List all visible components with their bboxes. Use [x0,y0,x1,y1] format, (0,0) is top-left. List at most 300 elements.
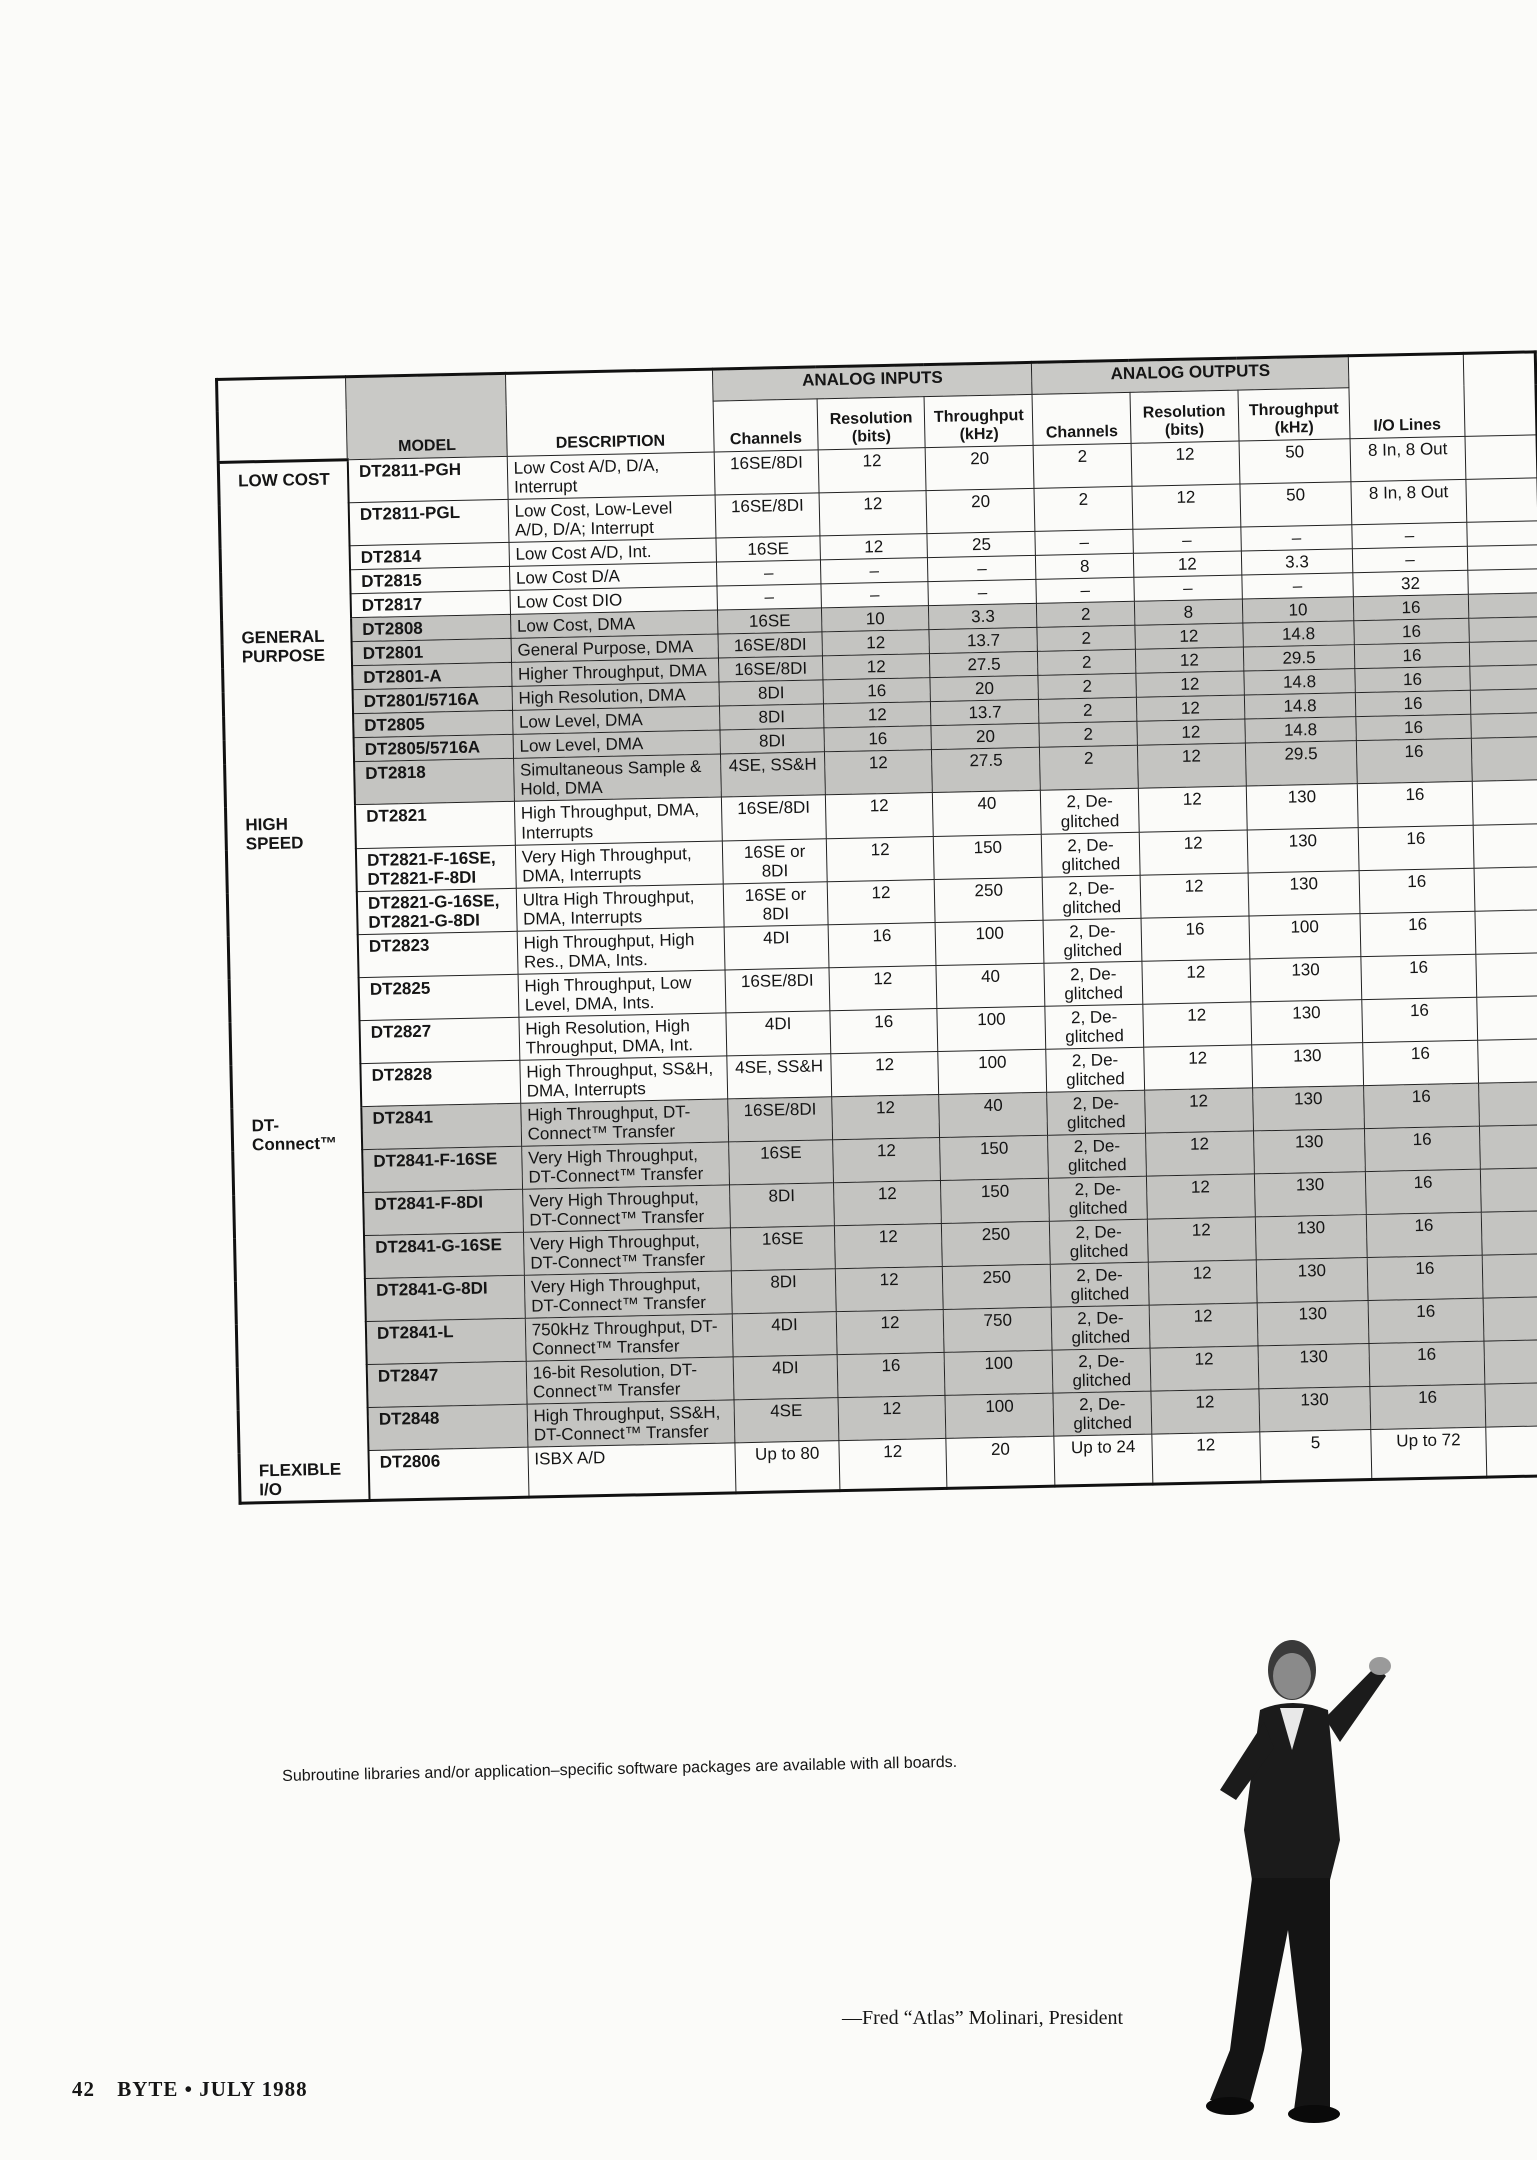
category-label: LOW COST [218,460,351,621]
input-throughput-cell: 150 [934,834,1043,879]
io-lines-cell: 16 [1370,1384,1485,1429]
extra-column-cell [1469,641,1537,667]
output-resolution-cell: 12 [1135,647,1243,673]
output-throughput-cell: 14.8 [1244,693,1356,719]
category-label: DT-Connect™ [232,1107,369,1454]
output-channels-cell: 2 [1037,602,1135,628]
output-resolution-cell: 12 [1144,1045,1253,1090]
input-channels-cell: 4DI [733,1355,837,1400]
output-channels-cell: 2 [1040,746,1139,791]
description-cell: Very High Throughput, DT-Connect™ Transfer [523,1228,731,1275]
output-throughput-header: Throughput (kHz) [1238,388,1351,441]
output-throughput-cell: 100 [1249,913,1362,958]
output-channels-cell: 2 [1034,486,1133,531]
output-resolution-cell: 12 [1131,441,1240,486]
input-resolution-cell: 12 [825,793,934,838]
output-throughput-cell: 29.5 [1243,645,1355,671]
output-resolution-header: Resolution (bits) [1130,390,1239,443]
input-resolution-cell: 12 [833,1181,942,1226]
extra-column-cell [1465,435,1537,480]
io-lines-cell: 16 [1361,954,1476,999]
io-lines-cell: 16 [1354,595,1469,621]
input-resolution-cell: 12 [820,534,928,560]
input-throughput-cell: 40 [933,791,1042,836]
model-cell: DT2806 [368,1448,528,1501]
input-throughput-cell: 13.7 [931,700,1039,726]
input-channels-cell: 4DI [732,1312,836,1357]
model-cell: DT2848 [368,1405,528,1451]
extra-column-cell [1466,521,1537,547]
input-channels-cell: 4SE, SS&H [727,1054,831,1099]
input-channels-cell: 16SE/8DI [722,795,826,840]
input-channels-cell: Up to 80 [735,1441,839,1493]
description-cell: High Throughput, SS&H, DT-Connect™ Transfer [527,1400,735,1447]
description-cell: Low Level, DMA [513,730,721,758]
input-channels-cell: 8DI [719,680,823,706]
model-cell: DT2805/5716A [354,735,514,762]
output-resolution-cell: 12 [1151,1389,1260,1434]
input-resolution-cell: 12 [831,1051,940,1096]
output-throughput-cell: 3.3 [1241,549,1353,575]
output-channels-cell: 2, De-glitched [1049,1176,1148,1221]
output-channels-cell: 2, De-glitched [1048,1133,1147,1178]
description-cell: 16-bit Resolution, DT-Connect™ Transfer [526,1357,734,1404]
model-cell: DT2815 [350,567,510,594]
input-throughput-cell: – [928,556,1036,582]
input-channels-cell: 16SE or 8DI [723,838,827,883]
input-resolution-cell: 12 [819,491,928,536]
output-resolution-cell: 12 [1148,1260,1257,1305]
description-cell: Low Level, DMA [512,706,720,734]
extra-column-cell [1468,617,1537,643]
input-channels-cell: 8DI [720,704,824,730]
input-throughput-cell: 250 [935,877,1044,922]
input-channels-cell: 4SE [734,1398,838,1443]
io-lines-cell: 16 [1364,1083,1479,1128]
input-channels-cell: – [717,584,821,610]
input-resolution-cell: 12 [827,879,936,924]
input-resolution-cell: – [820,558,928,584]
output-channels-cell: 8 [1036,553,1134,579]
model-cell: DT2847 [367,1361,527,1407]
output-resolution-cell: 12 [1150,1346,1259,1391]
input-throughput-cell: 250 [942,1221,1051,1266]
io-lines-cell: 16 [1360,911,1475,956]
description-cell: Low Cost D/A [509,562,717,590]
model-cell: DT2818 [354,759,514,805]
output-channels-cell: 2, De-glitched [1041,789,1140,834]
output-throughput-cell: 50 [1239,482,1352,527]
input-channels-cell: 16SE/8DI [719,656,823,682]
output-resolution-cell: 12 [1132,484,1241,529]
input-resolution-cell: 12 [823,702,931,728]
input-channels-cell: – [717,560,821,586]
model-cell: DT2828 [360,1060,520,1106]
extra-column-cell [1475,952,1537,997]
input-resolution-cell: 16 [837,1353,946,1398]
model-cell: DT2814 [350,543,510,570]
input-channels-cell: 16SE [718,608,822,634]
output-channels-cell: 2 [1037,626,1135,652]
input-resolution-cell: 12 [839,1439,948,1491]
output-throughput-cell: 130 [1252,1086,1365,1131]
input-resolution-cell: 12 [834,1224,943,1269]
description-cell: ISBX A/D [528,1443,737,1497]
category-label: FLEXIBLE I/O [239,1451,369,1503]
output-channels-cell: 2 [1038,674,1136,700]
publication-name: BYTE • JULY 1988 [117,2077,308,2101]
output-resolution-cell: 12 [1137,719,1245,745]
extra-column-cell [1485,1426,1537,1477]
input-resolution-cell: 12 [829,965,938,1010]
model-cell: DT2801/5716A [353,687,513,714]
io-lines-cell: 16 [1354,619,1469,645]
output-channels-cell: 2, De-glitched [1042,875,1141,920]
output-throughput-cell: 130 [1246,784,1359,829]
model-cell: DT2841-G-16SE [364,1232,524,1278]
io-lines-cell: 16 [1356,715,1471,741]
description-cell: Low Cost A/D, D/A, Interrupt [507,452,715,499]
output-resolution-cell: – [1133,527,1241,553]
input-channels-cell: 16SE/8DI [715,493,819,538]
input-channels-cell: 4SE, SS&H [721,752,825,797]
io-lines-header: I/O Lines [1349,353,1465,438]
input-channels-cell: 16SE [729,1140,833,1185]
input-resolution-cell: 10 [821,606,929,632]
output-channels-cell: – [1036,577,1134,603]
output-throughput-cell: 14.8 [1244,717,1356,743]
extra-column-cell [1478,1082,1537,1127]
input-throughput-cell: 27.5 [930,652,1038,678]
model-header: MODEL [346,373,507,459]
extra-column-cell [1468,593,1537,619]
input-resolution-cell: 16 [828,922,937,967]
category-label: HIGH SPEED [226,805,362,1109]
description-cell: Very High Throughput, DT-Connect™ Transfer [521,1142,729,1189]
io-lines-cell: – [1353,546,1468,572]
description-cell: High Throughput, DT-Connect™ Transfer [520,1099,728,1146]
description-cell: High Resolution, High Throughput, DMA, Int. [519,1013,727,1060]
input-throughput-cell: 20 [926,445,1035,490]
input-channels-cell: 8DI [732,1269,836,1314]
input-resolution-cell: 12 [836,1310,945,1355]
input-throughput-cell: – [928,580,1036,606]
input-channels-cell: 16SE/8DI [714,450,818,495]
input-throughput-cell: 100 [938,1049,1047,1094]
president-figure-illustration [1180,1630,1400,2130]
table-body [218,435,1537,1503]
input-throughput-cell: 100 [937,1006,1046,1051]
description-cell: 750kHz Throughput, DT-Connect™ Transfer [525,1314,733,1361]
model-cell: DT2821-G-16SE, DT2821-G-8DI [357,888,517,934]
description-cell: Higher Throughput, DMA [511,658,719,686]
output-channels-cell: 2, De-glitched [1047,1090,1146,1135]
category-label: GENERAL PURPOSE [222,618,355,808]
description-cell: Very High Throughput, DT-Connect™ Transfer [522,1185,730,1232]
input-resolution-cell: 12 [822,630,930,656]
input-resolution-cell: 12 [838,1396,947,1441]
io-lines-cell: 16 [1366,1169,1481,1214]
model-cell: DT2823 [358,931,518,977]
president-quote: —Fred “Atlas” Molinari, President [842,2007,1124,2029]
description-cell: Low Cost DIO [510,586,718,614]
extra-column-cell [1467,545,1537,571]
extra-column-cell [1476,995,1537,1040]
io-lines-cell: 16 [1358,825,1473,870]
input-channels-header: Channels [713,399,818,452]
input-channels-cell: 8DI [730,1183,834,1228]
input-channels-cell: 16SE or 8DI [723,881,827,926]
input-channels-cell: 4DI [726,1011,830,1056]
input-throughput-cell: 100 [945,1394,1054,1439]
output-resolution-cell: 12 [1146,1174,1255,1219]
output-channels-cell: 2, De-glitched [1052,1348,1151,1393]
input-throughput-cell: 20 [930,676,1038,702]
page-footer [72,2077,308,2102]
input-throughput-cell: 3.3 [929,604,1037,630]
output-resolution-cell: 12 [1145,1088,1254,1133]
input-resolution-cell: 12 [824,750,933,795]
io-lines-cell: 16 [1355,643,1470,669]
output-throughput-cell: 50 [1239,439,1352,484]
output-resolution-cell: 12 [1138,786,1247,831]
input-resolution-cell: 12 [822,654,930,680]
output-resolution-cell: 12 [1149,1303,1258,1348]
output-throughput-cell: 130 [1258,1344,1371,1389]
description-cell: High Throughput, High Res., DMA, Ints. [517,927,725,974]
output-throughput-cell: 130 [1257,1301,1370,1346]
extra-column-cell [1479,1125,1537,1170]
io-lines-cell: 8 In, 8 Out [1351,479,1466,524]
output-resolution-cell: 12 [1152,1432,1261,1484]
input-throughput-cell: 20 [931,724,1039,750]
input-resolution-cell: 16 [824,726,932,752]
spec-table-container [215,350,1537,1504]
category-header-blank [217,377,348,463]
model-cell: DT2811-PGH [348,456,508,502]
model-cell: DT2811-PGL [349,499,509,545]
description-cell: High Throughput, Low Level, DMA, Ints. [518,970,726,1017]
output-channels-cell: 2, De-glitched [1043,918,1142,963]
extra-column-cell [1472,780,1537,825]
output-throughput-cell: 29.5 [1245,741,1358,786]
output-resolution-cell: 12 [1145,1131,1254,1176]
output-throughput-cell: 130 [1250,999,1363,1044]
extra-column-header [1463,352,1537,436]
output-throughput-cell: 130 [1247,827,1360,872]
input-resolution-cell: 16 [823,678,931,704]
input-throughput-cell: 100 [944,1350,1053,1395]
description-cell: General Purpose, DMA [511,634,719,662]
input-resolution-cell: – [821,582,929,608]
description-cell: Ultra High Throughput, DMA, Interrupts [516,884,724,931]
input-resolution-cell: 12 [826,836,935,881]
input-channels-cell: 16SE [731,1226,835,1271]
extra-column-cell [1471,737,1537,782]
io-lines-cell: 16 [1367,1255,1482,1300]
output-throughput-cell: 14.8 [1243,669,1355,695]
extra-column-cell [1474,866,1537,911]
output-throughput-cell: 130 [1255,1215,1368,1260]
extra-column-cell [1470,689,1537,715]
model-cell: DT2841 [361,1103,521,1149]
io-lines-cell: Up to 72 [1371,1428,1486,1480]
product-spec-table [215,350,1537,1504]
output-throughput-cell: – [1241,573,1353,599]
output-resolution-cell: 12 [1133,551,1241,577]
analog-outputs-header: ANALOG OUTPUTS [1032,356,1350,395]
input-throughput-cell: 40 [939,1092,1048,1137]
extra-column-cell [1482,1254,1537,1299]
output-channels-cell: 2, De-glitched [1050,1219,1149,1264]
io-lines-cell: 16 [1357,739,1472,784]
output-resolution-cell: 12 [1142,959,1251,1004]
input-channels-cell: 16SE [716,536,820,562]
model-cell: DT2801-A [352,663,512,690]
io-lines-cell: 16 [1355,667,1470,693]
output-resolution-cell: 12 [1143,1002,1252,1047]
input-channels-cell: 16SE/8DI [725,967,829,1012]
description-header: DESCRIPTION [505,369,714,456]
input-channels-cell: 16SE/8DI [718,632,822,658]
io-lines-cell: 16 [1367,1212,1482,1257]
description-cell: High Throughput, DMA, Interrupts [514,797,722,844]
extra-column-cell [1469,665,1537,691]
input-throughput-cell: 27.5 [932,748,1041,793]
io-lines-cell: 16 [1362,997,1477,1042]
extra-column-cell [1470,713,1537,739]
io-lines-cell: 8 In, 8 Out [1350,436,1465,481]
output-throughput-cell: 10 [1242,597,1354,623]
input-resolution-cell: 12 [818,448,927,493]
model-cell: DT2827 [359,1017,519,1063]
output-resolution-cell: 12 [1136,671,1244,697]
io-lines-cell: 16 [1368,1298,1483,1343]
input-resolution-header: Resolution (bits) [817,397,926,450]
description-cell: High Resolution, DMA [512,682,720,710]
output-resolution-cell: 12 [1140,873,1249,918]
output-channels-cell: – [1035,529,1133,555]
model-cell: DT2821-F-16SE, DT2821-F-8DI [356,845,516,891]
output-throughput-cell: 130 [1248,870,1361,915]
model-cell: DT2805 [353,711,513,738]
io-lines-cell: – [1352,522,1467,548]
extra-column-cell [1480,1168,1537,1213]
output-resolution-cell: 12 [1135,623,1243,649]
extra-column-cell [1481,1211,1537,1256]
output-throughput-cell: 130 [1258,1387,1371,1432]
output-resolution-cell: 12 [1137,743,1246,788]
model-cell: DT2808 [351,615,511,642]
output-throughput-cell: – [1240,525,1352,551]
output-channels-cell: 2 [1039,722,1137,748]
description-cell: Very High Throughput, DMA, Interrupts [515,841,723,888]
extra-column-cell [1473,823,1537,868]
output-channels-cell: 2 [1039,698,1137,724]
output-throughput-cell: 130 [1253,1129,1366,1174]
extra-column-cell [1467,569,1537,595]
input-throughput-cell: 13.7 [929,628,1037,654]
io-lines-cell: 16 [1365,1126,1480,1171]
io-lines-cell: 16 [1369,1341,1484,1386]
output-resolution-cell: 8 [1134,599,1242,625]
input-throughput-cell: 250 [943,1264,1052,1309]
output-channels-cell: 2, De-glitched [1044,961,1143,1006]
io-lines-cell: 16 [1356,691,1471,717]
model-cell: DT2817 [351,591,511,618]
io-lines-cell: 16 [1359,868,1474,913]
description-cell: Very High Throughput, DT-Connect™ Transfer [524,1271,732,1318]
input-throughput-cell: 25 [927,531,1035,557]
analog-inputs-header: ANALOG INPUTS [713,362,1033,401]
output-channels-cell: 2, De-glitched [1046,1047,1145,1092]
input-resolution-cell: 12 [831,1094,940,1139]
input-throughput-cell: 20 [946,1437,1055,1489]
footnote: Subroutine libraries and/or application–specific software packages are available with all boards. [282,1753,958,1785]
output-channels-cell: Up to 24 [1054,1435,1153,1487]
input-throughput-cell: 750 [944,1307,1053,1352]
output-throughput-cell: 130 [1254,1172,1367,1217]
model-cell: DT2821 [355,802,515,848]
output-channels-cell: 2, De-glitched [1045,1004,1144,1049]
output-resolution-cell: 16 [1141,916,1250,961]
description-cell: Simultaneous Sample & Hold, DMA [513,754,721,801]
description-cell: High Throughput, SS&H, DMA, Interrupts [520,1056,728,1103]
io-lines-cell: 32 [1353,571,1468,597]
model-cell: DT2841-L [366,1318,526,1364]
page-number: 42 [72,2077,95,2101]
extra-column-cell [1483,1297,1537,1342]
input-channels-cell: 16SE/8DI [728,1097,832,1142]
model-cell: DT2841-G-8DI [365,1275,525,1321]
output-channels-cell: 2, De-glitched [1051,1305,1150,1350]
description-cell: Low Cost A/D, Int. [509,538,717,566]
input-throughput-header: Throughput (kHz) [924,394,1033,447]
extra-column-cell [1465,478,1537,523]
output-channels-cell: 2, De-glitched [1041,832,1140,877]
output-channels-cell: 2, De-glitched [1053,1391,1152,1436]
model-cell: DT2801 [352,639,512,666]
output-throughput-cell: 14.8 [1242,621,1354,647]
description-cell: Low Cost, Low-Level A/D, D/A; Interrupt [508,495,716,542]
output-throughput-cell: 130 [1249,956,1362,1001]
input-resolution-cell: 12 [835,1267,944,1312]
output-throughput-cell: 130 [1251,1042,1364,1087]
output-resolution-cell: 12 [1136,695,1244,721]
input-throughput-cell: 20 [926,488,1035,533]
input-channels-cell: 8DI [720,728,824,754]
extra-column-cell [1477,1039,1537,1084]
input-resolution-cell: 12 [832,1137,941,1182]
input-resolution-cell: 16 [830,1008,939,1053]
model-cell: DT2841-F-8DI [363,1189,523,1235]
input-throughput-cell: 100 [935,920,1044,965]
input-throughput-cell: 150 [940,1135,1049,1180]
extra-column-cell [1475,909,1537,954]
input-throughput-cell: 150 [941,1178,1050,1223]
extra-column-cell [1484,1340,1537,1385]
io-lines-cell: 16 [1358,782,1473,827]
output-throughput-cell: 5 [1259,1430,1372,1482]
output-channels-header: Channels [1032,392,1131,445]
model-cell: DT2825 [359,974,519,1020]
output-resolution-cell: 12 [1139,830,1248,875]
model-cell: DT2841-F-16SE [362,1146,522,1192]
extra-column-cell [1484,1383,1537,1428]
output-channels-cell: 2 [1033,443,1132,488]
description-cell: Low Cost, DMA [510,610,718,638]
output-resolution-cell: – [1134,575,1242,601]
